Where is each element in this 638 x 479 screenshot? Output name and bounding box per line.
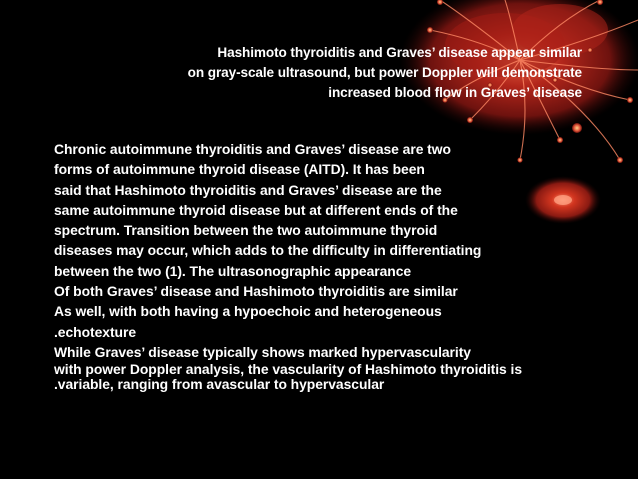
body-line: between the two (1). The ultrasonographic appearance xyxy=(54,262,412,279)
title-line: Hashimoto thyroiditis and Graves’ disease appear similar xyxy=(217,45,582,60)
body-line: said that Hashimoto thyroiditis and Graves’ disease are the xyxy=(54,181,442,198)
body-line: While Graves’ disease typically shows marked hypervascularity xyxy=(54,343,471,360)
title-line: increased blood flow in Graves’ disease xyxy=(328,85,582,100)
body-line: forms of autoimmune thyroid disease (AITD). It has been xyxy=(54,161,425,178)
slide-body xyxy=(54,139,614,392)
body-line: Of both Graves’ disease and Hashimoto thyroiditis are similar xyxy=(54,283,458,300)
body-line: same autoimmune thyroid disease but at different ends of the xyxy=(54,201,458,218)
slide-title xyxy=(122,43,582,103)
body-line: As well, with both having a hypoechoic and heterogeneous xyxy=(54,303,442,320)
body-line: .echotexture xyxy=(54,323,136,340)
body-line: spectrum. Transition between the two autoimmune thyroid xyxy=(54,222,438,239)
body-line: Chronic autoimmune thyroiditis and Graves’ disease are two xyxy=(54,141,451,157)
body-line: with power Doppler analysis, the vascularity of Hashimoto thyroiditis is xyxy=(54,361,523,378)
body-line: diseases may occur, which adds to the difficulty in differentiating xyxy=(54,242,482,259)
body-line: .variable, ranging from avascular to hypervascular xyxy=(54,376,385,393)
title-line: on gray-scale ultrasound, but power Doppler will demonstrate xyxy=(187,65,582,80)
